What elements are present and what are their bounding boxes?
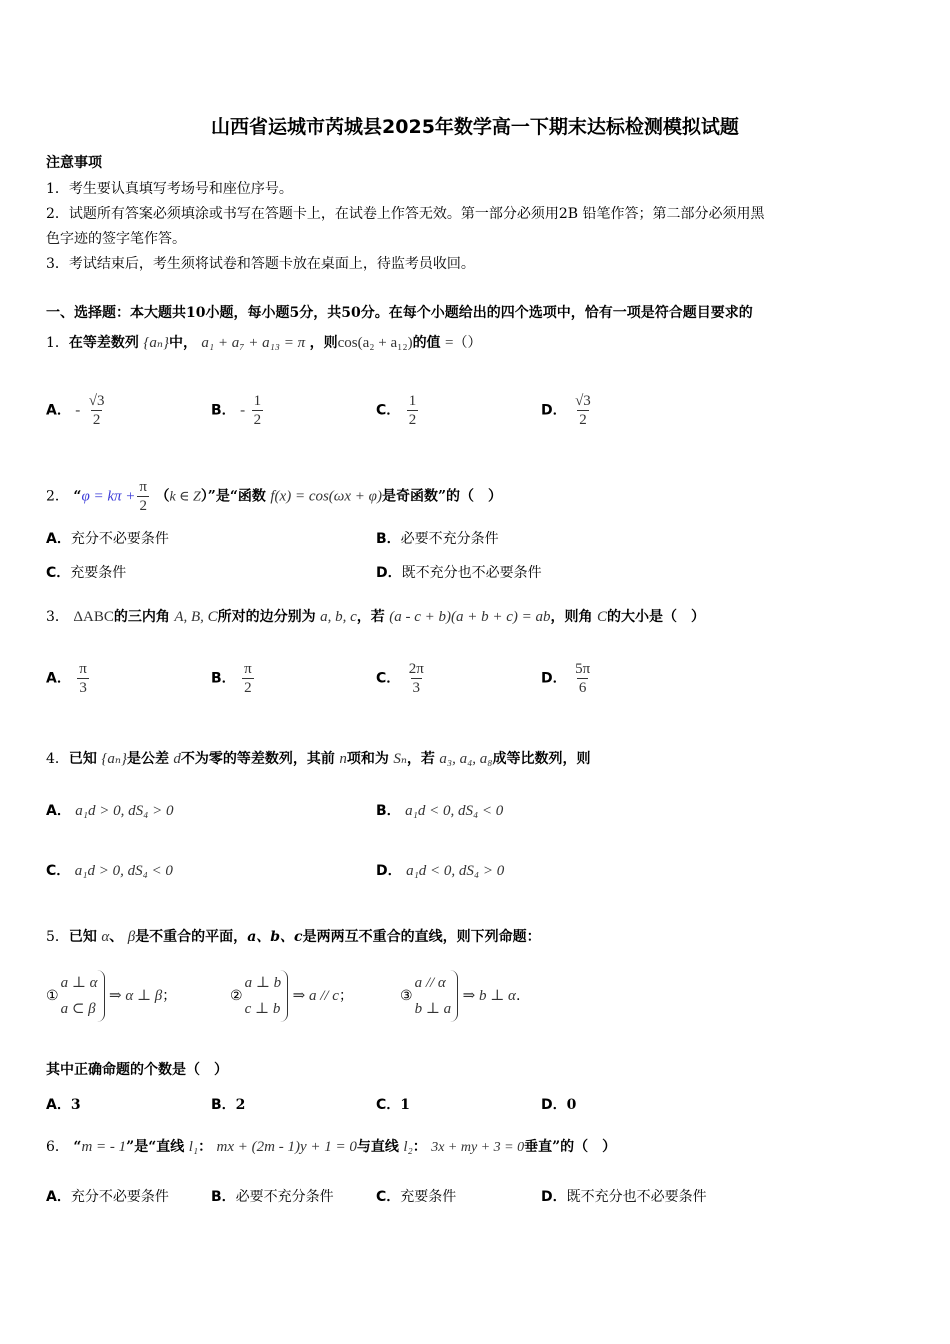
option-math: a₁d > 0, dS₄ > 0 [75,803,174,819]
option-label: B． [211,670,236,687]
option-text: 0 [566,1097,577,1113]
q-math: 3x + my + 3 = 0 [431,1140,525,1155]
option-math: a₁d < 0, dS₄ > 0 [406,863,505,879]
option-text: 充要条件 [400,1189,457,1205]
option-fraction [87,392,107,429]
option-text: 充分不必要条件 [70,1189,169,1205]
option-sign: - [240,402,246,419]
option-fraction [407,660,426,697]
notice-heading: 注意事项 [46,155,102,171]
question-number: 3． [46,609,69,625]
prop-sep: ； [162,988,177,1004]
option-c[interactable] [46,860,173,880]
option-label: B． [211,402,236,419]
option-label: B． [211,1097,236,1113]
q-math: a, b, c [320,609,357,625]
prop-mark: ③ [400,988,413,1004]
denominator: 2 [244,680,252,696]
q-math: (a - c + b)(a + b + c) = ab [389,609,551,625]
q-text: 是不重合的平面， [135,929,248,945]
option-text: 必要不充分条件 [235,1189,334,1205]
question-number: 4． [46,751,69,767]
prop-system [413,970,459,1022]
q-text: 是两两互不重合的直线，则下列命题： [302,929,541,945]
option-sign: - [75,402,81,419]
q-math: m = - 1 [81,1139,127,1155]
option-a[interactable] [46,1094,81,1114]
numerator: π [79,661,87,677]
question-6 [46,1136,616,1156]
proposition-2 [230,970,353,1022]
q-math: ΔABC [73,609,114,625]
section-heading: 一、选择题：本大题共10小题，每小题5分，共50分。在每个小题给出的四个选项中，恰有一项是符合题目要求的 [46,305,753,321]
denominator: 2 [139,498,147,514]
q-text: ： [412,1139,427,1155]
q-math: α [101,929,110,945]
prop-mark: ② [230,988,243,1004]
q-text: 是公差 [126,751,169,767]
numerator: π [139,479,147,495]
q-text: a、b、c [247,929,303,945]
q-math: β [127,929,136,945]
prop-line: b ⊥ a [414,1001,452,1017]
q-math: = [445,335,454,351]
q-math: mx + (2m - 1)y + 1 = 0 [216,1139,357,1155]
notice-item: 1．考生要认真填写考场号和座位序号。 [46,181,293,197]
option-d[interactable] [541,392,595,429]
q-text: 中， [168,335,197,351]
option-b[interactable] [211,1094,245,1114]
question-1 [46,332,481,352]
q-math: l₂ [403,1139,413,1155]
option-c[interactable] [376,1186,456,1206]
option-label: C． [376,1097,401,1113]
prop-conclusion: ⇒ b ⊥ α [462,988,516,1004]
option-b[interactable] [211,1186,334,1206]
option-fraction [77,660,89,697]
q-text: ，则角 [550,609,593,625]
option-text: 既不充分也不必要条件 [401,565,542,581]
option-text: 3 [70,1097,81,1113]
q-text: ”是“直线 [126,1139,185,1155]
option-label: D． [376,863,402,879]
q-text: ，若 [406,751,435,767]
question-number: 6． [46,1139,69,1155]
option-c[interactable] [376,392,420,429]
option-label: A． [46,803,71,819]
q-text: 的值 [412,335,441,351]
q-text: “ [73,488,82,505]
q-text: ，若 [356,609,385,625]
q-text: “ [73,1139,82,1155]
option-label: A． [46,531,71,547]
proposition-3 [400,970,520,1022]
numerator: π [244,661,252,677]
denominator: 2 [92,412,101,428]
option-label: A． [46,402,71,419]
prop-conclusion: ⇒ α ⊥ β [109,988,163,1004]
option-d[interactable] [541,1094,576,1114]
option-b[interactable] [211,392,265,429]
option-label: C． [46,863,71,879]
q-text: 不为零的等差数列，其前 [180,751,335,767]
q-text: 已知 [68,751,97,767]
prop-line: a ⊥ α [60,975,98,991]
option-text: 既不充分也不必要条件 [566,1189,707,1205]
q-math: k ∈ Z [169,489,201,505]
q-text: 与直线 [356,1139,399,1155]
q-math: A, B, C [174,609,218,625]
option-label: C． [46,565,71,581]
numerator: √3 [575,393,591,409]
question-number: 5． [46,929,69,945]
q-math: a₃, a₄, a₈ [439,751,493,767]
q-fraction [137,478,149,515]
denominator: 3 [412,680,421,696]
q-math: Sₙ [393,751,407,767]
option-text: 充分不必要条件 [70,531,169,547]
option-c[interactable] [376,1094,410,1114]
q-text: 项和为 [346,751,389,767]
q-text: 的三内角 [113,609,170,625]
denominator: 2 [408,412,417,428]
q-text: 成等比数列，则 [492,751,591,767]
option-label: D． [541,670,567,687]
q-text: 的大小是（ ） [607,609,705,625]
denominator: 6 [578,680,587,696]
option-label: C． [376,670,401,687]
option-math: a₁d < 0, dS₄ < 0 [405,803,504,819]
prop-sep: ； [338,988,353,1004]
numerator: 1 [408,393,417,409]
option-fraction [573,392,593,429]
q-text: ，则 [309,335,338,351]
option-math: a₁d > 0, dS₄ < 0 [74,863,173,879]
option-label: D． [541,1189,567,1205]
option-label: B． [376,531,401,547]
option-a[interactable] [46,1186,169,1206]
option-d[interactable] [376,860,504,880]
option-text: 2 [235,1097,246,1113]
option-b[interactable] [211,660,256,697]
option-fraction [407,392,419,429]
q-math: a₁ + a₇ + a₁₃ = π [201,335,306,351]
option-label: D． [376,565,402,581]
numerator: √3 [88,393,105,409]
question-number: 1． [46,335,69,351]
prop-line: a // α [414,975,446,991]
prop-line: a ⊂ β [60,1001,96,1017]
option-label: D． [541,1097,567,1113]
q-text: （ [155,488,170,505]
option-fraction [252,392,264,429]
q-text: 已知 [68,929,97,945]
q-math: {aₙ} [143,335,169,351]
notice-item: 2．试题所有答案必须填涂或书写在答题卡上，在试卷上作答无效。第一部分必须用2B 铅笔作答；第二部分必须用黑 [46,206,765,222]
q-math: l₁ [188,1139,199,1155]
q-text: （） [453,335,482,351]
option-text: 1 [400,1097,411,1113]
option-label: A． [46,1189,71,1205]
option-label: D． [541,402,567,419]
q-math: φ = kπ + [81,488,136,505]
q-text: 是奇函数”的（ ） [381,488,503,505]
option-b[interactable] [376,528,499,548]
q-text: 、 [109,929,124,945]
q-text: ）”是“函数 [200,488,266,505]
notice-item: 色字迹的签字笔作答。 [46,231,186,247]
option-a[interactable] [46,528,169,548]
numerator: 5π [575,661,591,677]
prop-sep: . [515,988,521,1004]
option-fraction [242,660,254,697]
option-label: A． [46,670,71,687]
prop-system [243,970,289,1022]
q-math: {aₙ} [101,751,127,767]
option-text: 充要条件 [70,565,127,581]
denominator: 3 [79,680,87,696]
q-math: n [339,751,347,767]
denominator: 2 [253,412,262,428]
option-label: B． [376,803,401,819]
option-label: C． [376,1189,401,1205]
option-a[interactable] [46,392,108,429]
option-d[interactable] [376,562,542,582]
denominator: 2 [579,412,587,428]
prop-conclusion: ⇒ a // c [292,988,339,1004]
prop-mark: ① [46,988,59,1004]
prop-line: c ⊥ b [244,1001,281,1017]
q-text: 在等差数列 [68,335,139,351]
question-4 [46,748,591,768]
proposition-1 [46,970,176,1022]
option-a[interactable] [46,660,91,697]
q5-prompt: 其中正确命题的个数是（ ） [46,1062,228,1078]
option-label: C． [376,402,401,419]
q-math: C [596,609,607,625]
option-b[interactable] [376,800,503,820]
q-text: 垂直”的（ ） [524,1139,617,1155]
q-math: f(x) = cos(ωx + φ) [270,488,382,505]
prop-line: a ⊥ b [244,975,282,991]
option-fraction [573,660,592,697]
option-d[interactable] [541,1186,707,1206]
numerator: 2π [408,661,424,677]
q-text: ： [198,1139,213,1155]
notice-item: 3．考试结束后，考生须将试卷和答题卡放在桌面上，待监考员收回。 [46,256,475,272]
option-a[interactable] [46,800,173,820]
question-3 [46,606,705,626]
numerator: 1 [253,393,262,409]
option-label: B． [211,1189,236,1205]
option-c[interactable] [46,562,126,582]
option-label: A． [46,1097,71,1113]
question-5 [46,926,541,946]
q-text: 所对的边分别为 [217,609,316,625]
option-text: 必要不充分条件 [400,531,499,547]
page-title: 山西省运城市芮城县2025年数学高一下期末达标检测模拟试题 [211,116,739,138]
option-c[interactable] [376,660,428,697]
question-2 [46,478,502,515]
option-d[interactable] [541,660,594,697]
q-math: cos(a₂ + a₁₂) [337,335,413,351]
q-math: d [173,751,181,767]
prop-system [59,970,105,1022]
question-number: 2． [46,488,69,505]
